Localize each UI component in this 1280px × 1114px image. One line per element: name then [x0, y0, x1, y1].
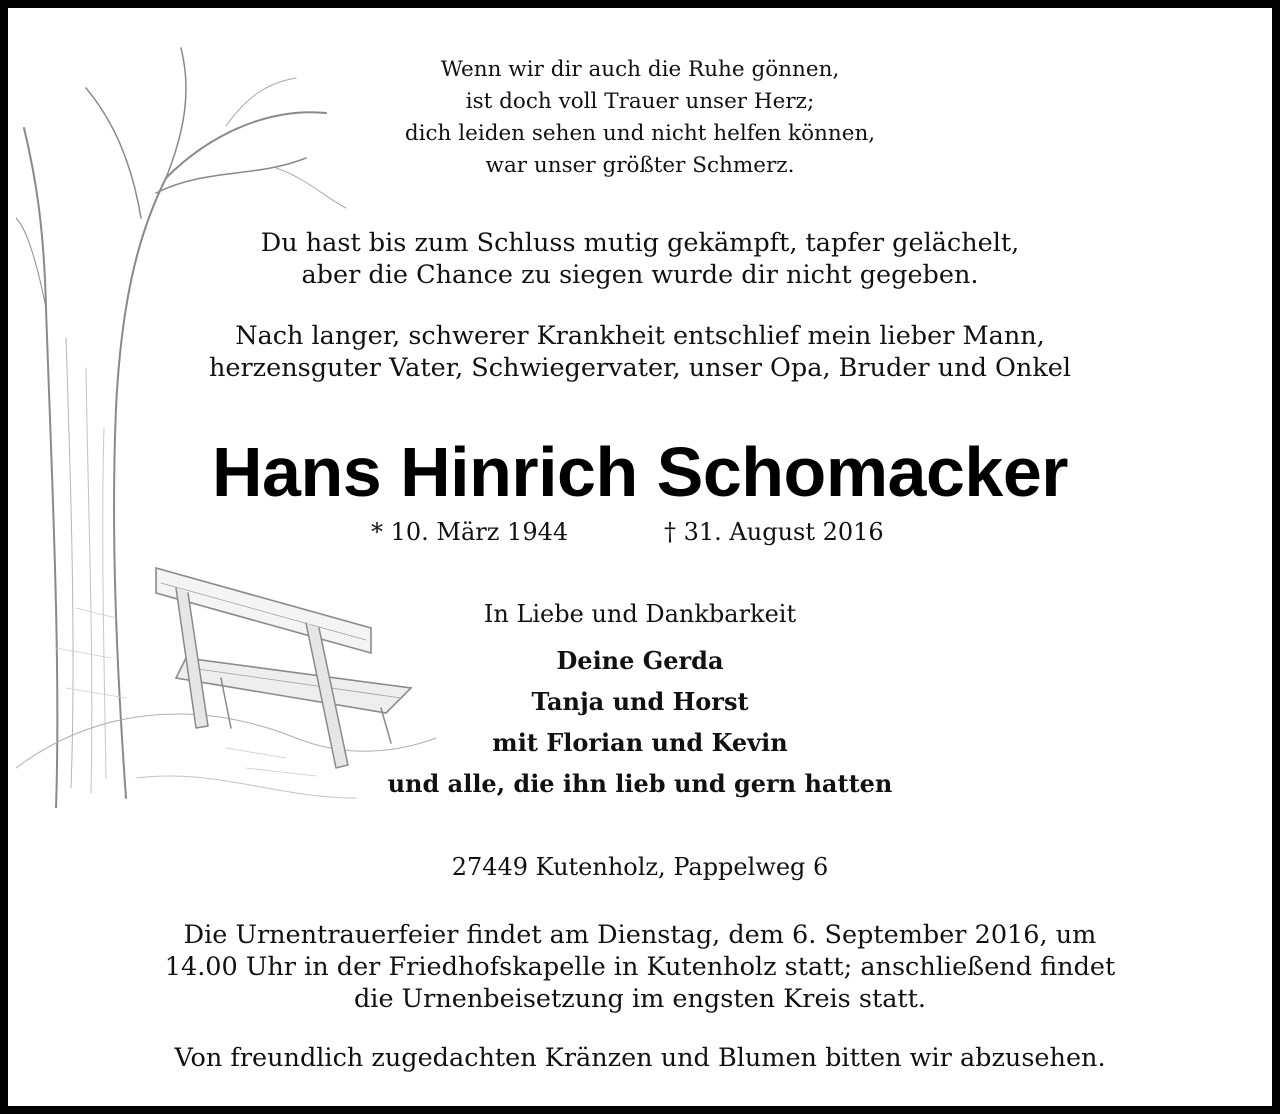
- service-line: die Urnenbeisetzung im engsten Kreis statt.: [353, 984, 927, 1014]
- mourners-intro: In Liebe und Dankbarkeit: [483, 600, 797, 628]
- mourner-name: mit Florian und Kevin: [492, 728, 788, 757]
- verse-line: dich leiden sehen und nicht helfen können,: [404, 121, 876, 146]
- death-date: † 31. August 2016: [664, 518, 884, 546]
- tribute-line: Du hast bis zum Schluss mutig gekämpft, tapfer gelächelt,: [260, 228, 1020, 258]
- announcement-line: herzensguter Vater, Schwiegervater, unser Opa, Bruder und Onkel: [208, 353, 1072, 383]
- mourner-name: Deine Gerda: [556, 646, 724, 675]
- verse-line: war unser größter Schmerz.: [485, 153, 795, 178]
- mourner-name: und alle, die ihn lieb und gern hatten: [387, 769, 893, 798]
- verse-line: Wenn wir dir auch die Ruhe gönnen,: [440, 57, 840, 82]
- birth-date: * 10. März 1944: [371, 518, 569, 546]
- announcement-line: Nach langer, schwerer Krankheit entschlief mein lieber Mann,: [235, 321, 1045, 351]
- address: 27449 Kutenholz, Pappelweg 6: [451, 853, 829, 881]
- verse: [8, 54, 1272, 182]
- deceased-name: Hans Hinrich Schomacker: [211, 433, 1069, 511]
- verse-line: ist doch voll Trauer unser Herz;: [465, 89, 815, 114]
- mourner-name: Tanja und Horst: [531, 687, 749, 716]
- closing-note: Von freundlich zugedachten Kränzen und Blumen bitten wir abzusehen.: [174, 1043, 1106, 1073]
- announcement: [8, 320, 1272, 384]
- tribute: [8, 227, 1272, 291]
- service-line: 14.00 Uhr in der Friedhofskapelle in Kutenholz statt; anschließend findet: [164, 952, 1116, 982]
- service-info: [8, 919, 1272, 1015]
- service-line: Die Urnentrauerfeier findet am Dienstag, dem 6. September 2016, um: [183, 920, 1097, 950]
- mourners-list: [8, 640, 1272, 804]
- tribute-line: aber die Chance zu siegen wurde dir nicht gegeben.: [301, 260, 979, 290]
